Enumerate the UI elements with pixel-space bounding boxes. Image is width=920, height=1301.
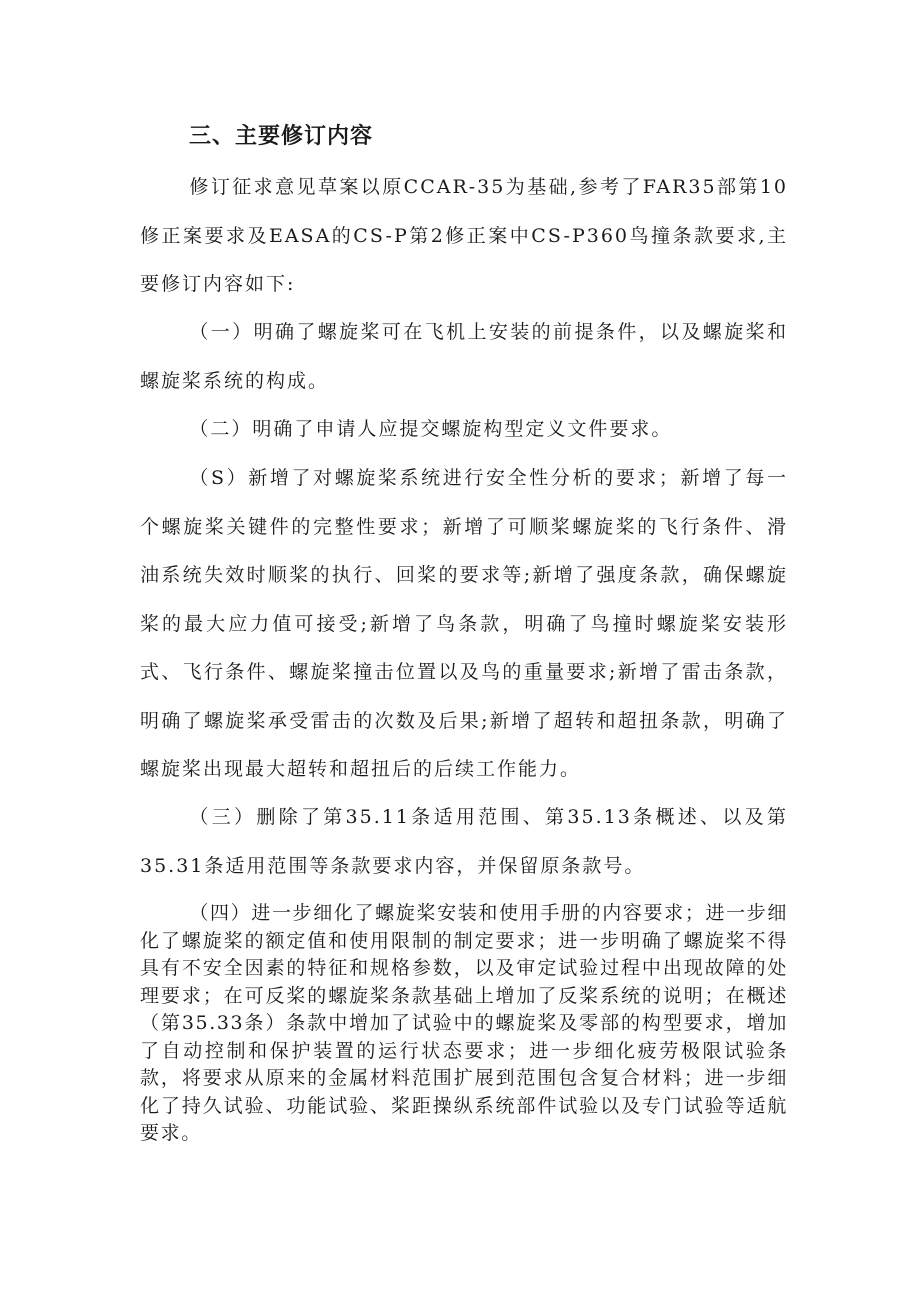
paragraph-intro: 修订征求意见草案以原CCAR-35为基础,参考了FAR35部第10修正案要求及EASA的CS-P第2修正案中CS-P360鸟撞条款要求,主要修订内容如下:: [140, 176, 788, 295]
paragraph-item-4: （四）进一步细化了螺旋桨安装和使用手册的内容要求；进一步细化了螺旋桨的额定值和使用限制的制定要求；进一步明确了螺旋桨不得具有不安全因素的特征和规格参数，以及审定试验过程中出现故障的处理要求；在可反桨的螺旋桨条款基础上增加了反桨系统的说明；在概述（第35.33条）条款中增加了试验中的螺旋桨及零部的构型要求，增加了自动控制和保护装置的运行状态要求；进一步细化疲劳极限试验条款，将要求从原来的金属材料范围扩展到范围包含复合材料；进一步细化了持久试验、功能试验、桨距操纵系统部件试验以及专门试验等适航要求。: [140, 902, 788, 1144]
paragraph-item-3: （三）删除了第35.11条适用范围、第35.13条概述、以及第35.31条适用范围等条款要求内容，并保留原条款号。: [140, 806, 788, 877]
section-heading: 三、主要修订内容: [189, 124, 374, 149]
paragraph-item-2: （二）明确了申请人应提交螺旋构型定义文件要求。: [189, 418, 673, 440]
paragraph-item-s: （S）新增了对螺旋桨系统进行安全性分析的要求；新增了每一个螺旋桨关键件的完整性要求；新增了可顺桨螺旋桨的飞行条件、滑油系统失效时顺桨的执行、回桨的要求等;新增了强度条款，确保螺旋桨的最大应力值可接受;新增了鸟条款，明确了鸟撞时螺旋桨安装形式、飞行条件、螺旋桨撞击位置以及鸟的重量要求;新增了雷击条款，明确了螺旋桨承受雷击的次数及后果;新增了超转和超扭条款，明确了螺旋桨出现最大超转和超扭后的后续工作能力。: [140, 467, 788, 780]
paragraph-item-1: （一）明确了螺旋桨可在飞机上安装的前提条件，以及螺旋桨和螺旋桨系统的构成。: [140, 321, 788, 392]
